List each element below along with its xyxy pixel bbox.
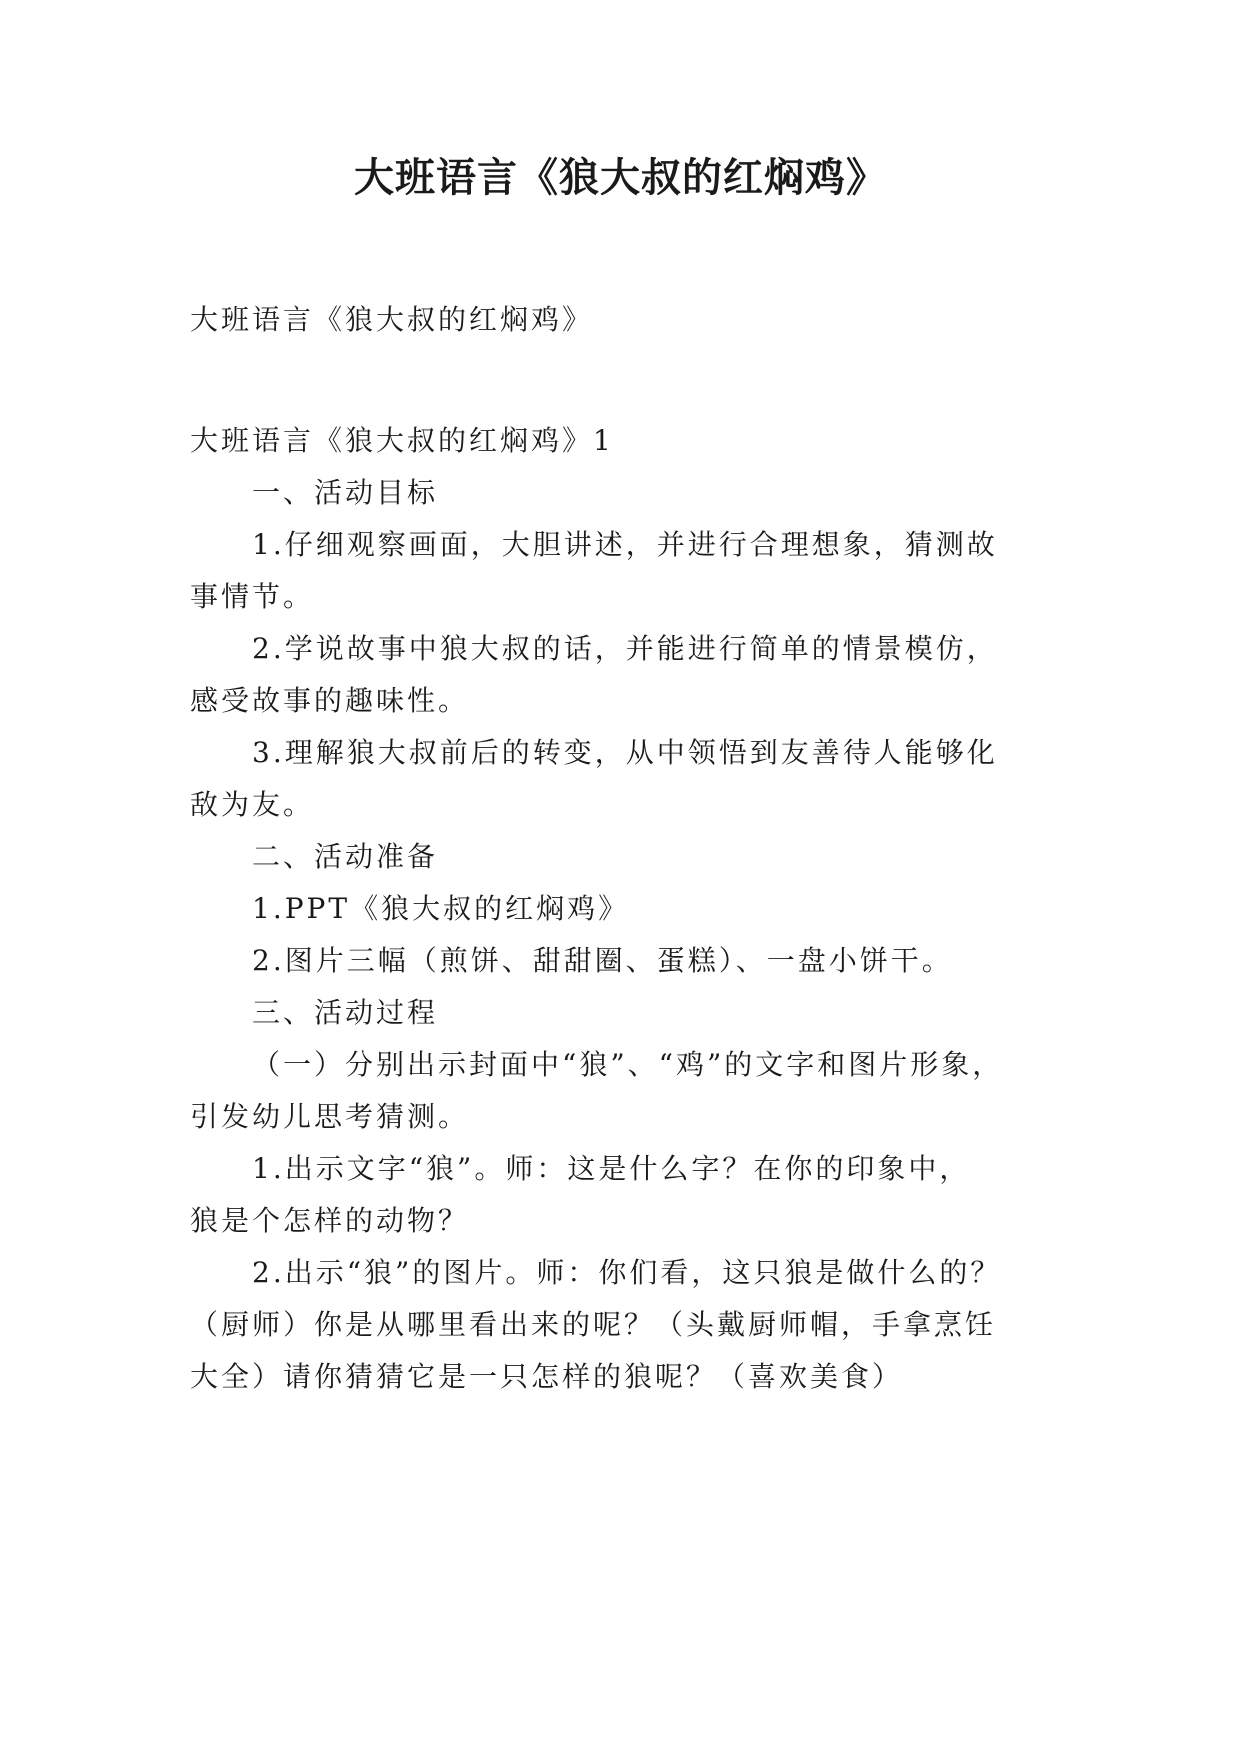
paragraph-line: 狼是个怎样的动物？ (190, 1204, 470, 1237)
paragraph-line: 敌为友。 (190, 788, 315, 821)
paragraph-line: （厨师）你是从哪里看出来的呢？（头戴厨师帽，手拿烹饪 (190, 1308, 997, 1341)
paragraph-line: 引发幼儿思考猜测。 (190, 1100, 470, 1133)
paragraph-line: 3.理解狼大叔前后的转变，从中领悟到友善待人能够化 (252, 736, 998, 769)
paragraph-line: 感受故事的趣味性。 (190, 684, 470, 717)
paragraph-line: 大全）请你猜猜它是一只怎样的狼呢？（喜欢美食） (190, 1360, 904, 1393)
paragraph-line: （一）分别出示封面中“狼”、“鸡”的文字和图片形象， (252, 1048, 1004, 1081)
heading-activity-goals: 一、活动目标 (252, 476, 439, 509)
paragraph-line: 1.出示文字“狼”。师：这是什么字？在你的印象中， (252, 1152, 971, 1185)
document-subtitle: 大班语言《狼大叔的红焖鸡》 (190, 303, 594, 336)
section-heading: 大班语言《狼大叔的红焖鸡》1 (190, 424, 614, 457)
paragraph-line: 2.学说故事中狼大叔的话，并能进行简单的情景模仿， (252, 632, 998, 665)
document-title: 大班语言《狼大叔的红焖鸡》 (354, 154, 887, 201)
paragraph-line: 1.仔细观察画面，大胆讲述，并进行合理想象，猜测故 (252, 528, 998, 561)
paragraph-line: 1.PPT《狼大叔的红焖鸡》 (252, 892, 630, 925)
paragraph-line: 2.出示“狼”的图片。师：你们看，这只狼是做什么的？ (252, 1256, 1002, 1289)
paragraph-line: 2.图片三幅（煎饼、甜甜圈、蛋糕）、一盘小饼干。 (252, 944, 953, 977)
heading-activity-process: 三、活动过程 (252, 996, 439, 1029)
paragraph-line: 事情节。 (190, 580, 315, 613)
heading-activity-preparation: 二、活动准备 (252, 840, 439, 873)
